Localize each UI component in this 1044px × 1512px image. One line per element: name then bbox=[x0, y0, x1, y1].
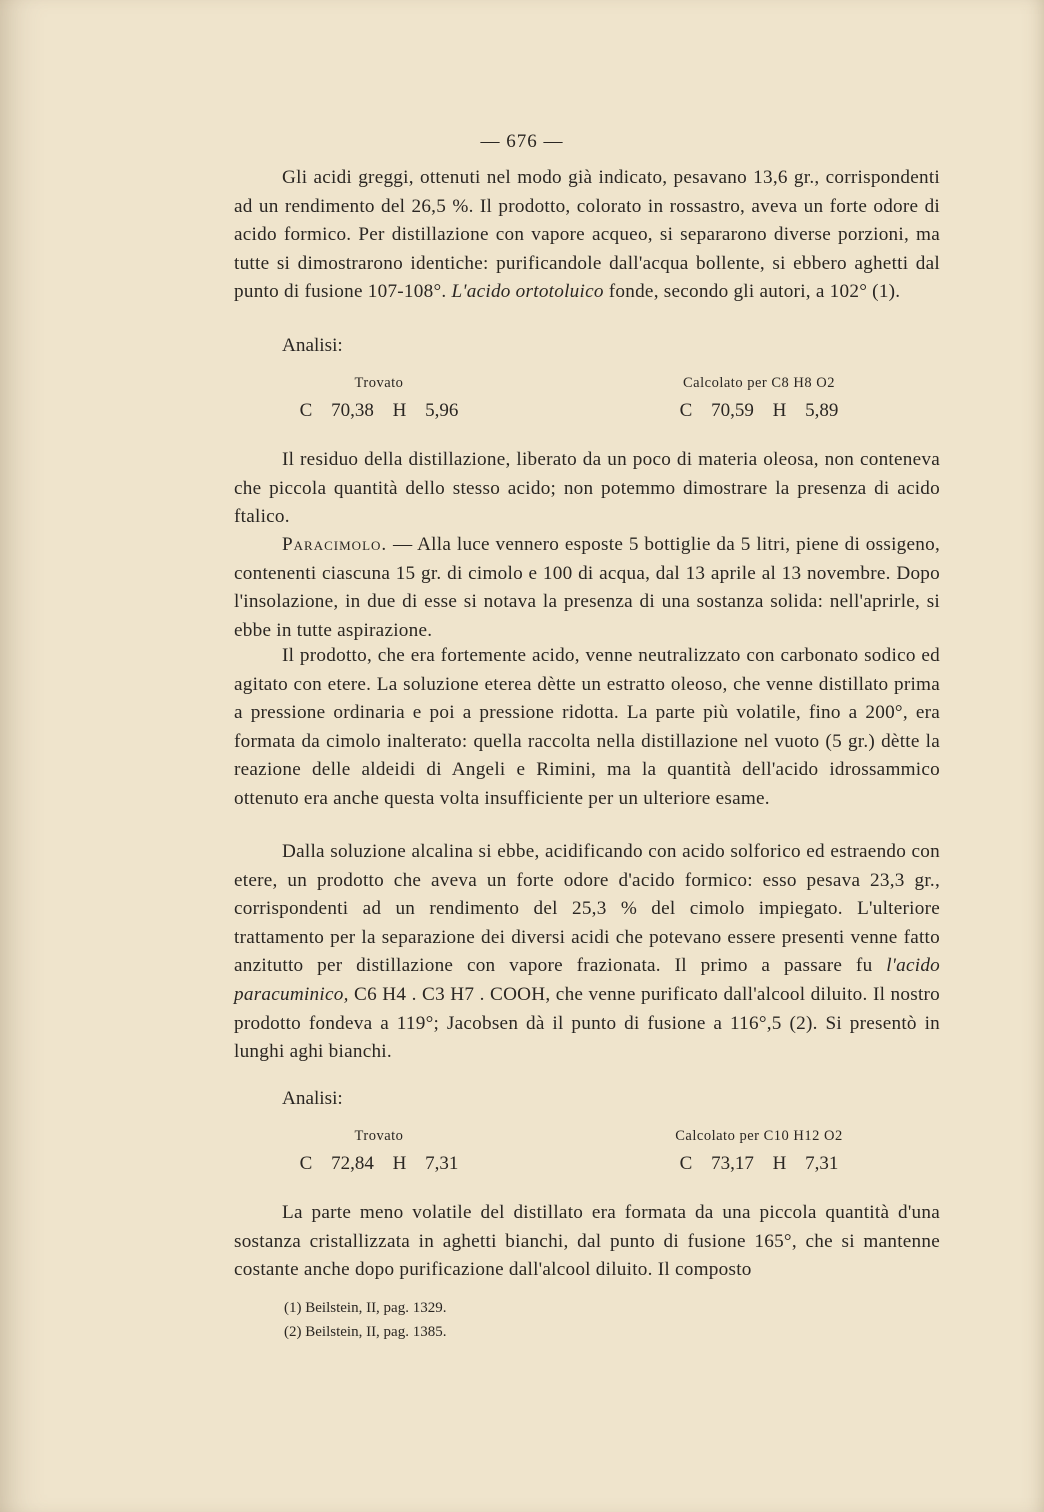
paragraph-5-text-a: Dalla soluzione alcalina si ebbe, acidificando con acido solforico ed estraendo con etere, un prodotto che aveva un forte odore d'acido formico: esso pesava 23,3 gr., corrispondenti ad un rendimento del 25,3 % del cimolo impiegato. L'ulteriore trattamento per la separazione dei diversi acidi che potevano essere presenti venne fatto anzitutto per distillazione con vapore frazionata. Il primo a passare fu bbox=[234, 841, 940, 977]
analisi-label-1: Analisi: bbox=[282, 335, 343, 356]
paragraph-5 bbox=[234, 838, 940, 1067]
table-1-found-head: Trovato bbox=[354, 375, 404, 391]
paragraph-3-title: Paracimolo. bbox=[282, 534, 388, 555]
table-1-found-values: C 70,38 H 5,96 bbox=[299, 400, 459, 421]
table-1-calc-head: Calcolato per C8 H8 O2 bbox=[683, 375, 835, 391]
analisi-label-2: Analisi: bbox=[282, 1088, 343, 1109]
footnote-2: (2) Beilstein, II, pag. 1385. bbox=[284, 1324, 447, 1340]
footnote-1: (1) Beilstein, II, pag. 1329. bbox=[284, 1300, 447, 1316]
paragraph-5-italic: l'acido paracuminico, bbox=[234, 955, 941, 1005]
table-1-calc-values: C 70,59 H 5,89 bbox=[679, 400, 839, 421]
paragraph-6 bbox=[234, 1199, 940, 1285]
paragraph-1-end: fonde, secondo gli autori, a 102° (1). bbox=[608, 281, 901, 303]
table-2-found-values: C 72,84 H 7,31 bbox=[299, 1153, 459, 1174]
table-2-found-head: Trovato bbox=[354, 1128, 404, 1144]
footnotes bbox=[284, 1296, 446, 1344]
paragraph-5-text-b: C6 H4 . C3 H7 . COOH, che venne purificato dall'alcool diluito. Il nostro prodotto fondeva a 119°; Jacobsen dà il punto di fusione a 116°,5 (2). Si presentò in lunghi aghi bianchi. bbox=[234, 983, 941, 1063]
page-number: — 676 — bbox=[480, 131, 564, 152]
paragraph-2-text: Il residuo della distillazione, liberato da un poco di materia oleosa, non conteneva che piccola quantità dello stesso acido; non potemmo dimostrare la presenza di acido ftalico. bbox=[234, 449, 940, 528]
table-2-calc-head: Calcolato per C10 H12 O2 bbox=[675, 1128, 843, 1144]
paragraph-3-text: — Alla luce vennero esposte 5 bottiglie da 5 litri, piene di ossigeno, contenenti ciascuna 15 gr. di cimolo e 100 di acqua, dal 13 aprile al 13 novembre. Dopo l'insolazione, in due di esse si notava la presenza di una sostanza solida: nell'aprirle, si ebbe in tutte aspirazione. bbox=[234, 534, 941, 641]
paragraph-3 bbox=[234, 531, 940, 645]
table-2-calc-values: C 73,17 H 7,31 bbox=[679, 1153, 839, 1174]
paragraph-6-text: La parte meno volatile del distillato era formata da una piccola quantità d'una sostanza cristallizzata in aghetti bianchi, dal punto di fusione 165°, che si mantenne costante anche dopo purificazione dall'alcool diluito. Il composto bbox=[234, 1202, 940, 1281]
paragraph-4-text: Il prodotto, che era fortemente acido, venne neutralizzato con carbonato sodico ed agitato con etere. La soluzione eterea dètte un estratto oleoso, che venne distillato prima a pressione ordinaria e poi a pressione ridotta. La parte più volatile, fino a 200°, era formata da cimolo inalterato: quella raccolta nella distillazione nel vuoto (5 gr.) dètte la reazione delle aldeidi di Angeli e Rimini, ma la quantità dell'acido idrossammico ottenuto era anche questa volta insufficiente per un ulteriore esame. bbox=[234, 645, 940, 809]
paragraph-1 bbox=[234, 164, 940, 307]
paragraph-1-italic: L'acido ortotoluico bbox=[451, 281, 604, 303]
paragraph-2 bbox=[234, 446, 940, 532]
paragraph-4 bbox=[234, 642, 940, 814]
paragraph-1-text: Gli acidi greggi, ottenuti nel modo già indicato, pesavano 13,6 gr., corrispondenti ad un rendimento del 26,5 %. Il prodotto, colorato in rossastro, aveva un forte odore di acido formico. Per distillazione con vapore acqueo, si separarono diverse porzioni, ma tutte si dimostrarono identiche: purificandole dall'acqua bollente, si ebbero aghetti dal punto di fusione 107-108°. bbox=[234, 167, 940, 303]
